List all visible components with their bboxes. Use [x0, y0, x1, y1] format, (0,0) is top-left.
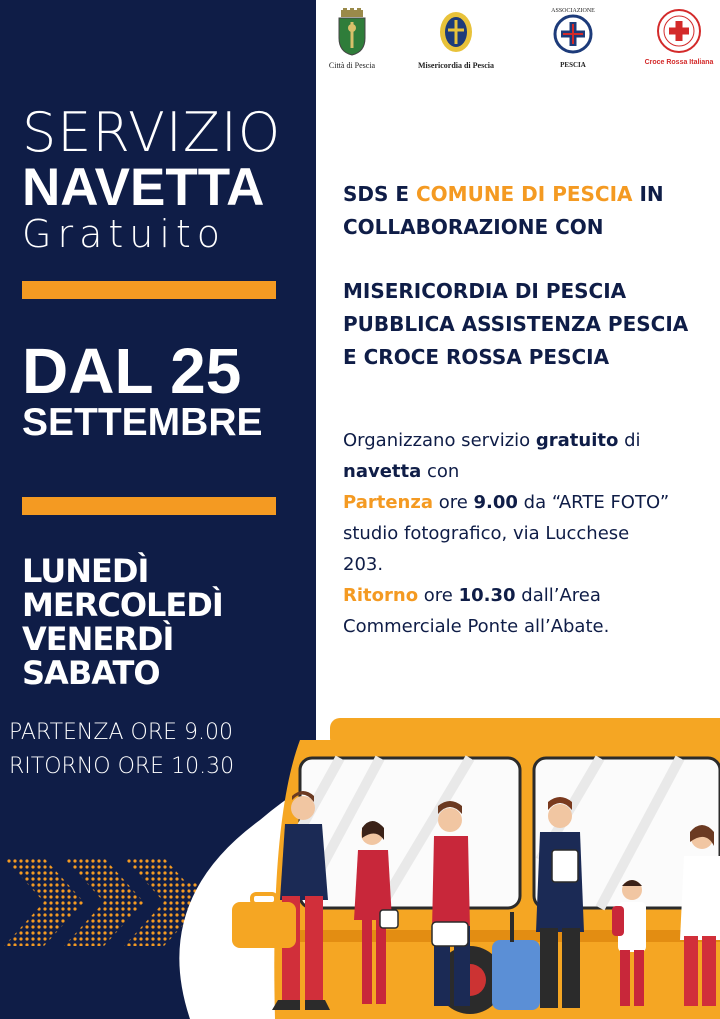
- details-ore1: ore: [432, 492, 474, 513]
- details-studio: studio fotografico, via Lucchese: [343, 523, 630, 544]
- orange-divider-bottom: [22, 497, 276, 515]
- details-di: di: [618, 430, 641, 451]
- details-intro: Organizzano servizio: [343, 430, 536, 451]
- departure-time: PARTENZA ORE 9.00: [9, 720, 233, 745]
- details-dall: dall’Area: [515, 585, 601, 606]
- return-time: RITORNO ORE 10.30: [9, 754, 235, 779]
- details-from: da “ARTE FOTO”: [517, 492, 670, 513]
- collab-part2: IN: [632, 182, 664, 206]
- date-month: SETTEMBRE: [22, 401, 263, 444]
- day-friday: VENERDÌ: [22, 620, 174, 658]
- collaboration-text: [343, 178, 713, 244]
- details-ritorno-label: Ritorno: [343, 585, 419, 606]
- details-navetta: navetta: [343, 461, 422, 482]
- details-gratuito: gratuito: [535, 430, 619, 451]
- logos-row: [316, 0, 720, 90]
- day-monday: LUNEDÌ: [22, 552, 149, 590]
- title-servizio: SERVIZIO: [22, 101, 282, 164]
- date-day: DAL 25: [22, 335, 242, 407]
- orange-divider-top: [22, 281, 276, 299]
- details-commerciale: Commerciale Ponte all’Abate.: [343, 616, 610, 637]
- details-partenza-label: Partenza: [343, 492, 433, 513]
- title-gratuito: Gratuito: [22, 212, 227, 256]
- partner-croce-rossa: E CROCE ROSSA PESCIA: [343, 345, 610, 369]
- details-time1: 9.00: [473, 492, 518, 513]
- partners-list: [343, 275, 713, 374]
- logo-misericordia: [416, 8, 496, 70]
- details-con: con: [421, 461, 460, 482]
- crest-icon: [335, 8, 369, 56]
- logo-misericordia-caption: Misericordia di Pescia: [418, 61, 494, 70]
- day-saturday: SABATO: [22, 654, 160, 692]
- cross-circle-icon: [553, 14, 593, 56]
- logo-croce-rossa: [640, 8, 718, 66]
- details-ore2: ore: [418, 585, 459, 606]
- collab-line2: COLLABORAZIONE CON: [343, 215, 604, 239]
- partner-misericordia: MISERICORDIA DI PESCIA: [343, 279, 627, 303]
- days-list: [22, 554, 312, 690]
- logo-citta-pescia: [324, 8, 380, 70]
- partner-pubblica: PUBBLICA ASSISTENZA PESCIA: [343, 312, 689, 336]
- details-num: 203.: [343, 554, 384, 575]
- collab-highlight: COMUNE DI PESCIA: [416, 182, 633, 206]
- title-navetta: NAVETTA: [22, 158, 265, 217]
- red-cross-icon: [656, 8, 702, 54]
- logo-croce-caption: Croce Rossa Italiana: [644, 59, 714, 66]
- collab-part1: SDS E: [343, 182, 416, 206]
- logo-pubblica-name: PESCIA: [560, 61, 586, 69]
- day-wednesday: MERCOLEDÌ: [22, 586, 223, 624]
- logo-pubblica-top: ASSOCIAZIONE: [551, 8, 595, 14]
- logo-citta-caption: Città di Pescia: [328, 61, 376, 70]
- bus-passengers-illustration: [0, 700, 720, 1019]
- logo-pubblica-assistenza: [538, 8, 608, 69]
- details-time2: 10.30: [458, 585, 516, 606]
- misericordia-crest-icon: [437, 8, 475, 56]
- service-details: [343, 425, 715, 642]
